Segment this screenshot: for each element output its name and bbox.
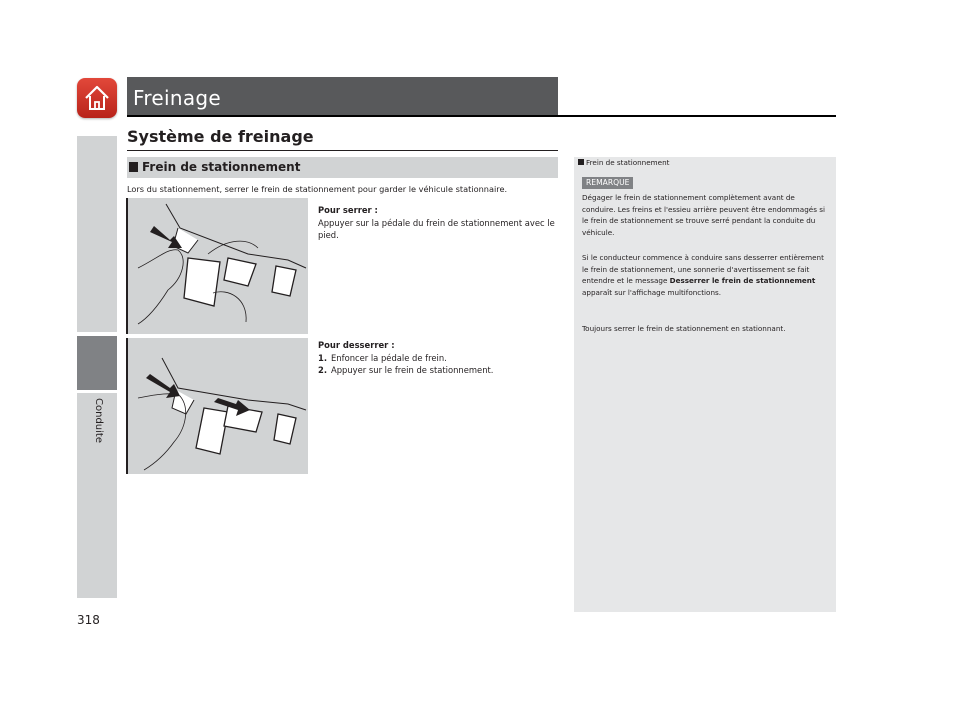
- note-heading: [578, 158, 669, 167]
- note-paragraph: Si le conducteur commence à conduire sans desserrer entièrement le frein de stationnement, une sonnerie d'avertissement se fait entendre et le message Desserrer le frein de stationnement apparaît sur l'affichage multifonctions.: [582, 253, 824, 297]
- page-number: 318: [77, 613, 100, 627]
- home-button[interactable]: [77, 78, 117, 118]
- release-title: Pour desserrer :: [318, 340, 395, 350]
- side-tab-top[interactable]: [77, 136, 117, 332]
- title-rule: [127, 115, 836, 117]
- pedal-illustration-apply: [128, 198, 308, 334]
- section-rule: [127, 150, 558, 151]
- subheading-marker: [129, 162, 138, 172]
- pedal-illustration-release: [128, 338, 308, 474]
- step-text: Appuyer sur le frein de stationnement.: [331, 365, 494, 375]
- figure-apply-parking-brake: [126, 198, 308, 334]
- message-text: Desserrer le frein de stationnement: [669, 276, 816, 285]
- subheading: Frein de stationnement: [142, 160, 301, 174]
- step-number: 2.: [318, 365, 328, 375]
- release-instructions: [318, 339, 558, 377]
- home-icon: [83, 84, 111, 112]
- step-text: Enfoncer la pédale de frein.: [331, 352, 447, 363]
- release-step: [318, 352, 558, 365]
- chapter-title: Freinage: [133, 86, 222, 110]
- intro-text: Lors du stationnement, serrer le frein de stationnement pour garder le véhicule stationnaire.: [127, 184, 508, 194]
- apply-text: Appuyer sur la pédale du frein de stationnement avec le pied.: [318, 217, 555, 240]
- reference-icon: [578, 159, 584, 165]
- step-number: 1.: [318, 352, 328, 363]
- note-paragraph: Toujours serrer le frein de stationnement en stationnant.: [582, 324, 786, 333]
- side-tab-label: Conduite: [93, 398, 104, 443]
- apply-title: Pour serrer :: [318, 205, 378, 215]
- apply-instructions: [318, 204, 558, 242]
- note-paragraph: Dégager le frein de stationnement complètement avant de conduire. Les freins et l'essieu arrière peuvent être endommagés si le frein de stationnement se trouve serré pendant la conduite du véhicule.: [582, 193, 825, 237]
- release-step: [318, 364, 558, 377]
- remark-badge: REMARQUE: [582, 177, 633, 189]
- note-heading-text: Frein de stationnement: [586, 158, 670, 167]
- side-tab-current[interactable]: [77, 336, 117, 390]
- section-heading: Système de freinage: [127, 127, 314, 146]
- figure-release-parking-brake: [126, 338, 308, 474]
